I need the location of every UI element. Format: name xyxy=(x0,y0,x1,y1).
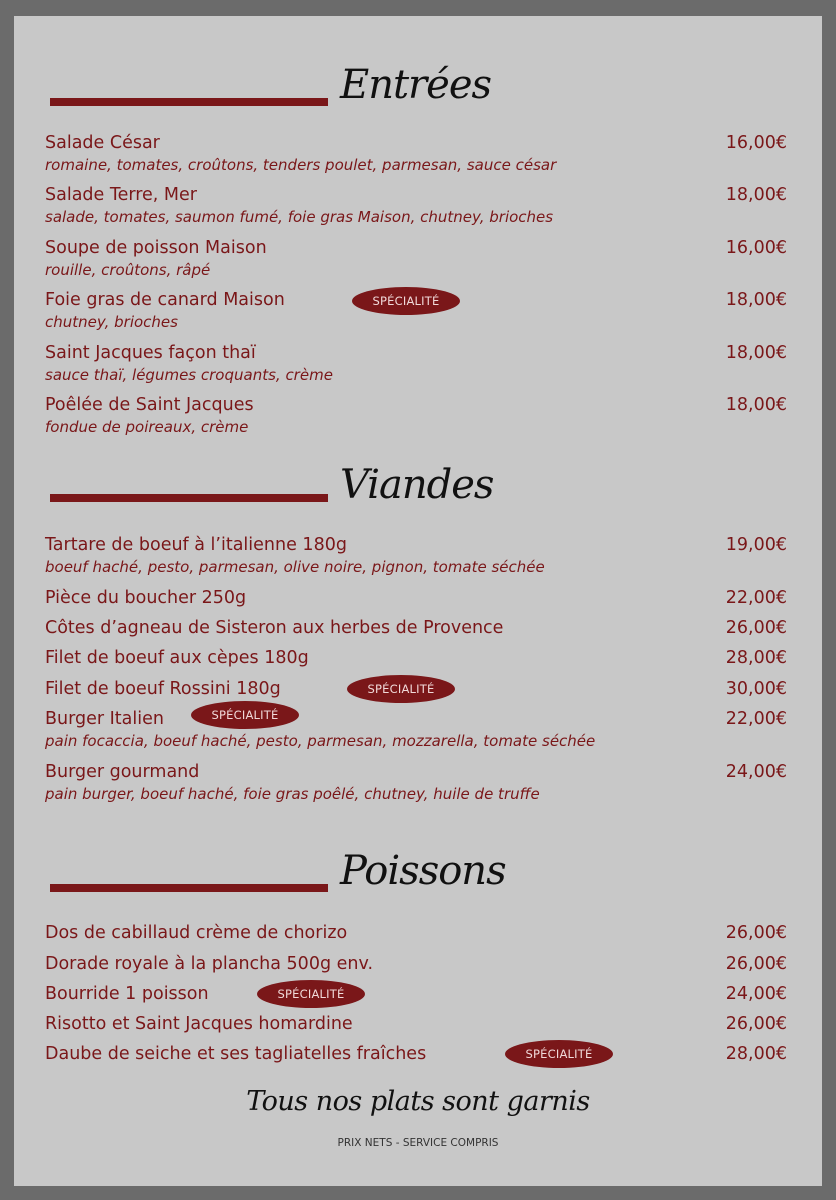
item-price: 28,00€ xyxy=(725,1044,787,1064)
item-name: Salade Terre, Mer xyxy=(45,185,197,205)
item-name: Bourride 1 poisson xyxy=(45,984,209,1004)
item-price: 16,00€ xyxy=(725,133,787,153)
item-price: 24,00€ xyxy=(725,762,787,782)
menu-item xyxy=(45,394,787,437)
item-description: boeuf haché, pesto, parmesan, olive noire, pignon, tomate séchée xyxy=(45,558,545,576)
menu-item xyxy=(45,1043,787,1065)
specialite-badge: SPÉCIALITÉ xyxy=(352,287,460,315)
item-name: Dos de cabillaud crème de chorizo xyxy=(45,923,348,943)
specialite-badge: SPÉCIALITÉ xyxy=(257,980,365,1008)
menu-item xyxy=(45,761,787,804)
item-price: 16,00€ xyxy=(725,238,787,258)
menu-item xyxy=(45,237,787,280)
item-name: Saint Jacques façon thaï xyxy=(45,343,256,363)
pricing-note: PRIX NETS - SERVICE COMPRIS xyxy=(337,1137,499,1149)
section-title-viandes: Viandes xyxy=(340,462,494,508)
item-name: Burger gourmand xyxy=(45,762,200,782)
menu-item xyxy=(45,647,787,669)
item-name: Filet de boeuf aux cèpes 180g xyxy=(45,648,309,668)
item-description: fondue de poireaux, crème xyxy=(45,418,249,436)
menu-page xyxy=(14,16,822,1186)
section-title-poissons: Poissons xyxy=(340,848,506,894)
item-name: Tartare de boeuf à l’italienne 180g xyxy=(45,535,347,555)
specialite-badge: SPÉCIALITÉ xyxy=(347,675,455,703)
item-price: 26,00€ xyxy=(725,1014,787,1034)
item-price: 22,00€ xyxy=(725,709,787,729)
item-name: Burger Italien xyxy=(45,709,164,729)
item-description: salade, tomates, saumon fumé, foie gras Maison, chutney, brioches xyxy=(45,208,554,226)
item-description: sauce thaï, légumes croquants, crème xyxy=(45,366,333,384)
item-description: chutney, brioches xyxy=(45,313,178,331)
item-name: Pièce du boucher 250g xyxy=(45,588,247,608)
item-price: 18,00€ xyxy=(725,343,787,363)
menu-item xyxy=(45,184,787,227)
section-divider-bar xyxy=(50,494,328,502)
item-name: Dorade royale à la plancha 500g env. xyxy=(45,954,374,974)
menu-item xyxy=(45,708,787,751)
menu-item xyxy=(45,342,787,385)
menu-item xyxy=(45,922,787,944)
item-description: rouille, croûtons, râpé xyxy=(45,261,211,279)
menu-item xyxy=(45,587,787,609)
item-description: pain burger, boeuf haché, foie gras poêlé, chutney, huile de truffe xyxy=(45,785,540,803)
item-name: Côtes d’agneau de Sisteron aux herbes de Provence xyxy=(45,618,504,638)
item-price: 26,00€ xyxy=(725,618,787,638)
garnish-note: Tous nos plats sont garnis xyxy=(246,1086,590,1117)
section-header-entrees xyxy=(14,60,822,120)
item-name: Salade César xyxy=(45,133,160,153)
item-price: 26,00€ xyxy=(725,954,787,974)
item-price: 22,00€ xyxy=(725,588,787,608)
item-name: Foie gras de canard Maison xyxy=(45,290,285,310)
menu-item xyxy=(45,953,787,975)
menu-item xyxy=(45,983,787,1005)
item-price: 28,00€ xyxy=(725,648,787,668)
menu-item xyxy=(45,132,787,175)
section-header-viandes xyxy=(14,462,822,522)
item-description: pain focaccia, boeuf haché, pesto, parmesan, mozzarella, tomate séchée xyxy=(45,732,596,750)
section-divider-bar xyxy=(50,98,328,106)
item-price: 18,00€ xyxy=(725,395,787,415)
specialite-badge: SPÉCIALITÉ xyxy=(505,1040,613,1068)
item-name: Risotto et Saint Jacques homardine xyxy=(45,1014,353,1034)
section-divider-bar xyxy=(50,884,328,892)
item-price: 26,00€ xyxy=(725,923,787,943)
menu-item xyxy=(45,534,787,577)
item-name: Filet de boeuf Rossini 180g xyxy=(45,679,281,699)
item-name: Soupe de poisson Maison xyxy=(45,238,267,258)
item-price: 18,00€ xyxy=(725,290,787,310)
menu-item xyxy=(45,678,787,700)
menu-item xyxy=(45,1013,787,1035)
section-header-poissons xyxy=(14,846,822,906)
item-price: 24,00€ xyxy=(725,984,787,1004)
item-name: Poêlée de Saint Jacques xyxy=(45,395,254,415)
item-price: 19,00€ xyxy=(725,535,787,555)
menu-item xyxy=(45,617,787,639)
item-price: 30,00€ xyxy=(725,679,787,699)
item-price: 18,00€ xyxy=(725,185,787,205)
item-name: Daube de seiche et ses tagliatelles fraîches xyxy=(45,1044,427,1064)
section-title-entrees: Entrées xyxy=(340,62,492,108)
specialite-badge: SPÉCIALITÉ xyxy=(191,701,299,729)
item-description: romaine, tomates, croûtons, tenders poulet, parmesan, sauce césar xyxy=(45,156,557,174)
menu-item xyxy=(45,289,787,332)
